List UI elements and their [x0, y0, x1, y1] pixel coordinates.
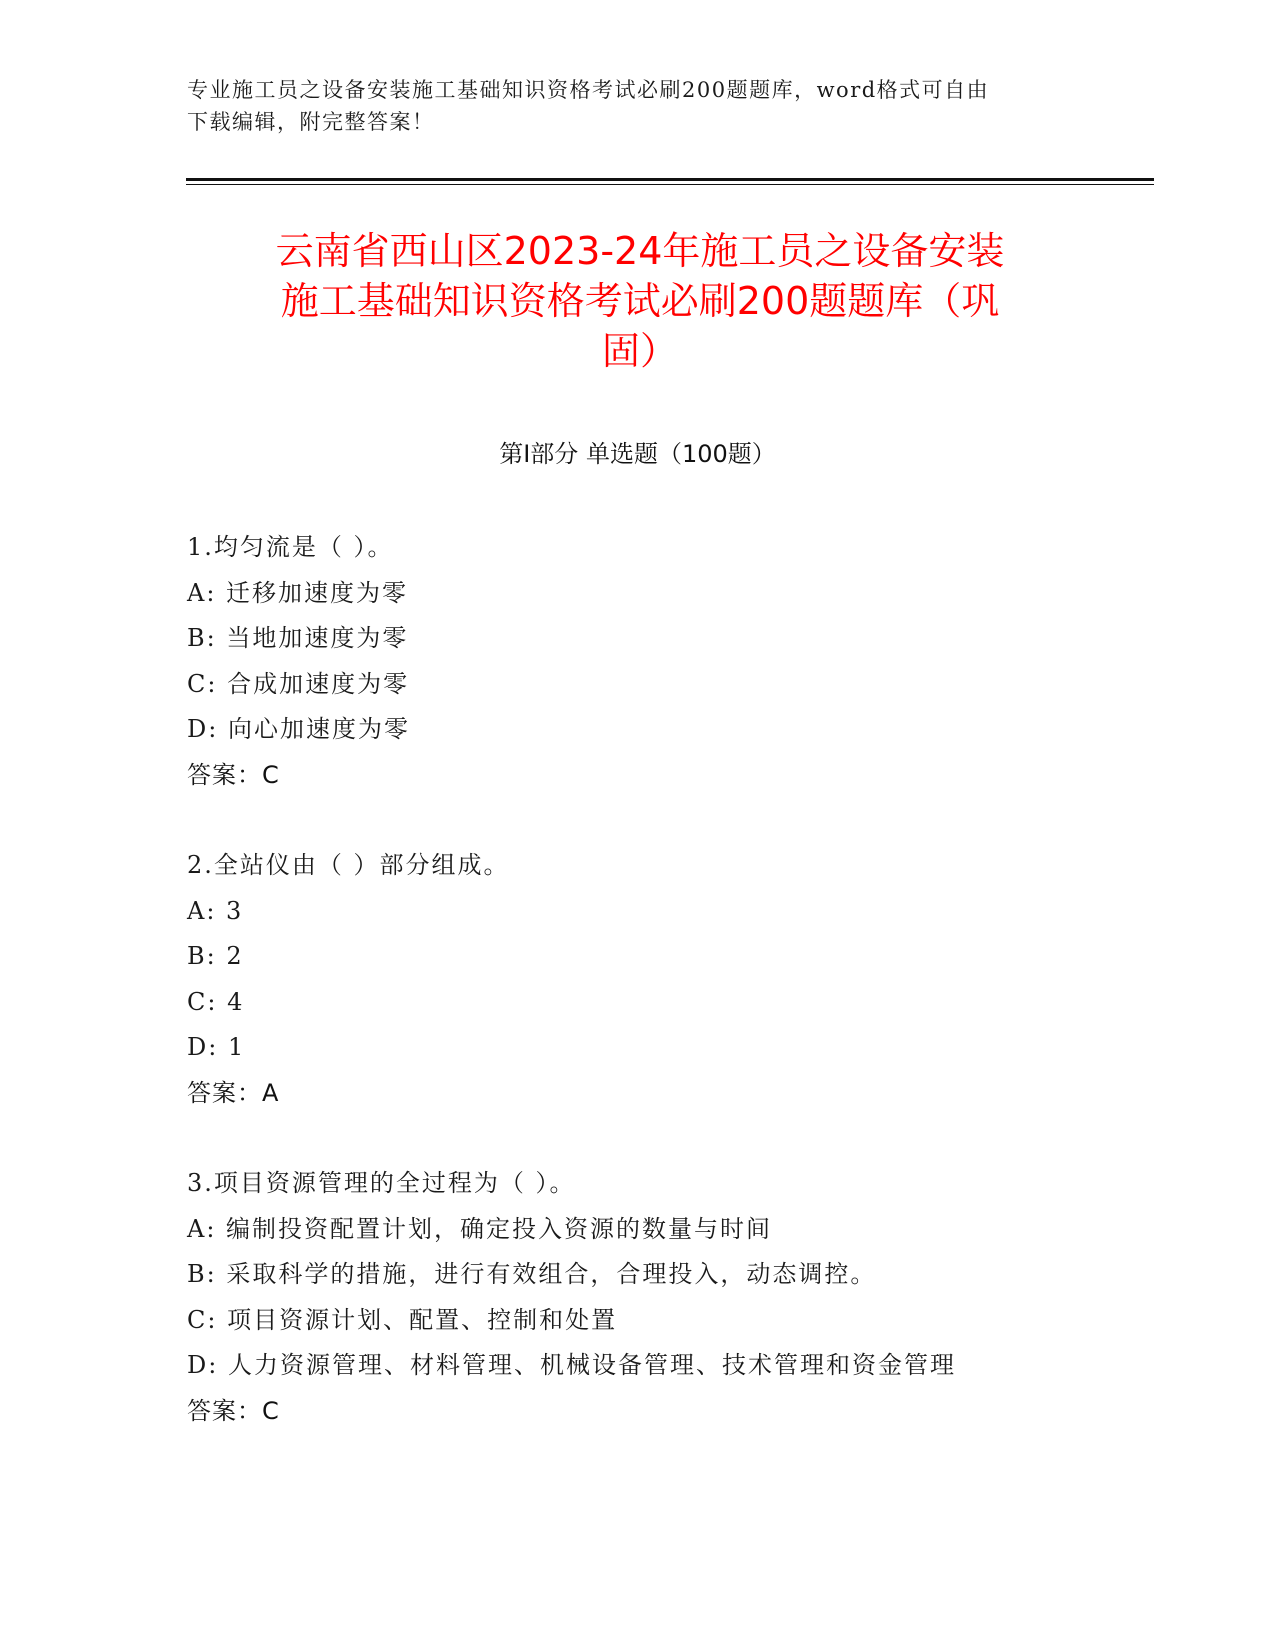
- option-d: D: 1: [187, 1033, 246, 1062]
- header-divider-thick: [186, 178, 1154, 181]
- question-1: [187, 525, 1147, 799]
- document-title-line-2: 施工基础知识资格考试必刷200题题库（巩: [280, 279, 1000, 323]
- question-stem: 1.均匀流是（ ）。: [187, 533, 394, 561]
- document-title-line-3: 固）: [601, 329, 678, 373]
- header-note-line-1: 专业施工员之设备安装施工基础知识资格考试必刷200题题库，word格式可自由: [187, 78, 990, 102]
- option-b: B: 当地加速度为零: [187, 624, 409, 653]
- answer: 答案：A: [187, 1078, 280, 1107]
- answer: 答案：C: [187, 1396, 280, 1425]
- option-c: C: 项目资源计划、配置、控制和处置: [187, 1305, 618, 1334]
- question-stem: 3.项目资源管理的全过程为（ ）。: [187, 1169, 576, 1197]
- option-d: D: 向心加速度为零: [187, 715, 410, 744]
- option-a: A: 迁移加速度为零: [187, 578, 409, 607]
- option-c: C: 合成加速度为零: [187, 669, 410, 698]
- answer: 答案：C: [187, 760, 280, 789]
- document-title: [190, 226, 1090, 376]
- header-note: [187, 74, 1067, 138]
- question-2: [187, 843, 1147, 1117]
- option-c: C: 4: [187, 987, 245, 1016]
- question-3: [187, 1161, 1147, 1435]
- option-b: B: 2: [187, 942, 244, 971]
- option-a: A: 3: [187, 896, 244, 925]
- option-b: B: 采取科学的措施，进行有效组合，合理投入，动态调控。: [187, 1260, 877, 1289]
- question-stem: 2.全站仪由（ ）部分组成。: [187, 851, 510, 879]
- option-d: D: 人力资源管理、材料管理、机械设备管理、技术管理和资金管理: [187, 1351, 956, 1380]
- header-divider-thin: [186, 184, 1154, 185]
- document-title-line-1: 云南省西山区2023-24年施工员之设备安装: [275, 229, 1005, 273]
- header-note-line-2: 下载编辑，附完整答案！: [187, 110, 435, 134]
- section-heading: 第Ⅰ部分 单选题（100题）: [499, 440, 776, 468]
- option-a: A: 编制投资配置计划，确定投入资源的数量与时间: [187, 1214, 773, 1243]
